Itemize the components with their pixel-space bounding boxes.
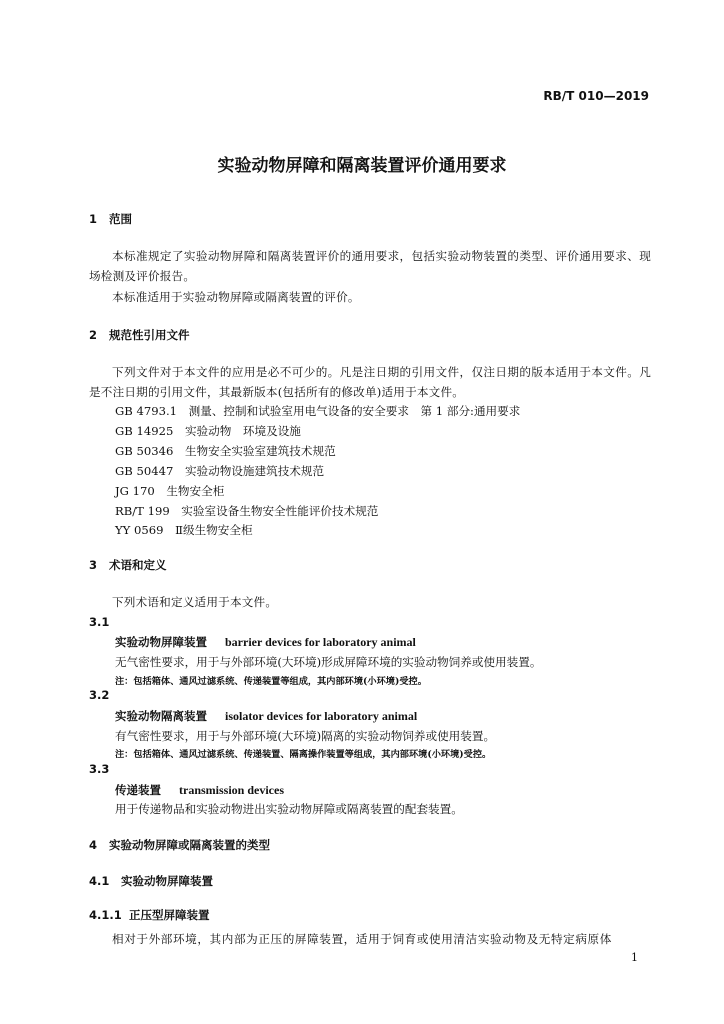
term-definition: 用于传递物品和实验动物进出实验动物屏障或隔离装置的配套装置。	[115, 802, 463, 816]
section-1-heading	[89, 211, 132, 227]
subsection-4-1-1-heading	[89, 907, 210, 923]
section-4-paragraph-1: 相对于外部环境，其内部为正压的屏障装置，适用于饲育或使用清洁实验动物及无特定病原体	[112, 932, 612, 946]
term-note: 注：包括箱体、通风过滤系统、传递装置等组成，其内部环境(小环境)受控。	[115, 676, 427, 687]
section-2-paragraph-1: 下列文件对于本文件的应用是必不可少的。凡是注日期的引用文件，仅注日期的版本适用于本文件。凡是不注日期的引用文件，其最新版本(包括所有的修改单)适用于本文件。	[89, 365, 651, 399]
document-title: 实验动物屏障和隔离装置评价通用要求	[217, 156, 507, 176]
term-heading	[115, 634, 416, 650]
section-title: 规范性引用文件	[109, 328, 190, 342]
section-1-paragraph-2: 本标准适用于实验动物屏障或隔离装置的评价。	[112, 290, 360, 304]
section-number: 3	[89, 558, 98, 572]
section-2-heading	[89, 327, 190, 343]
section-number: 4	[89, 838, 98, 852]
section-title: 术语和定义	[109, 558, 167, 572]
reference-item: GB 14925 实验动物 环境及设施	[115, 424, 301, 438]
term-definition: 有气密性要求，用于与外部环境(大环境)隔离的实验动物饲养或使用装置。	[115, 729, 496, 743]
reference-item: GB 50346 生物安全实验室建筑技术规范	[115, 444, 336, 458]
term-english: transmission devices	[179, 783, 284, 797]
section-number: 2	[89, 328, 98, 342]
subsection-4-1-heading	[89, 873, 213, 889]
page-number: 1	[631, 951, 638, 964]
section-title: 实验动物屏障装置	[121, 874, 213, 888]
term-number: 3.3	[89, 762, 110, 776]
reference-item: JG 170 生物安全柜	[115, 484, 225, 498]
term-definition: 无气密性要求，用于与外部环境(大环境)形成屏障环境的实验动物饲养或使用装置。	[115, 655, 542, 669]
term-number: 3.1	[89, 615, 110, 629]
section-title: 正压型屏障装置	[129, 908, 210, 922]
reference-item: RB/T 199 实验室设备生物安全性能评价技术规范	[115, 504, 379, 518]
section-number: 4.1	[89, 874, 110, 888]
section-3-paragraph-1: 下列术语和定义适用于本文件。	[112, 595, 278, 609]
term-number: 3.2	[89, 688, 110, 702]
section-number: 1	[89, 212, 98, 226]
term-note: 注：包括箱体、通风过滤系统、传递装置、隔离操作装置等组成，其内部环境(小环境)受控。	[115, 749, 492, 760]
term-heading	[115, 782, 284, 798]
term-chinese: 实验动物屏障装置	[115, 635, 207, 649]
term-chinese: 实验动物隔离装置	[115, 709, 207, 723]
section-1-paragraph-1: 本标准规定了实验动物屏障和隔离装置评价的通用要求，包括实验动物装置的类型、评价通用要求、现场检测及评价报告。	[89, 249, 651, 283]
term-chinese: 传递装置	[115, 783, 161, 797]
standard-code: RB/T 010—2019	[543, 89, 649, 103]
section-4-heading	[89, 837, 270, 853]
term-english: isolator devices for laboratory animal	[225, 709, 418, 723]
section-title: 范围	[109, 212, 132, 226]
reference-item: GB 50447 实验动物设施建筑技术规范	[115, 464, 325, 478]
reference-item: GB 4793.1 测量、控制和试验室用电气设备的安全要求 第 1 部分:通用要求	[115, 404, 521, 418]
reference-item: YY 0569 Ⅱ级生物安全柜	[115, 523, 253, 537]
section-title: 实验动物屏障或隔离装置的类型	[109, 838, 270, 852]
term-english: barrier devices for laboratory animal	[225, 635, 416, 649]
term-heading	[115, 708, 417, 724]
section-3-heading	[89, 557, 167, 573]
section-number: 4.1.1	[89, 908, 122, 922]
